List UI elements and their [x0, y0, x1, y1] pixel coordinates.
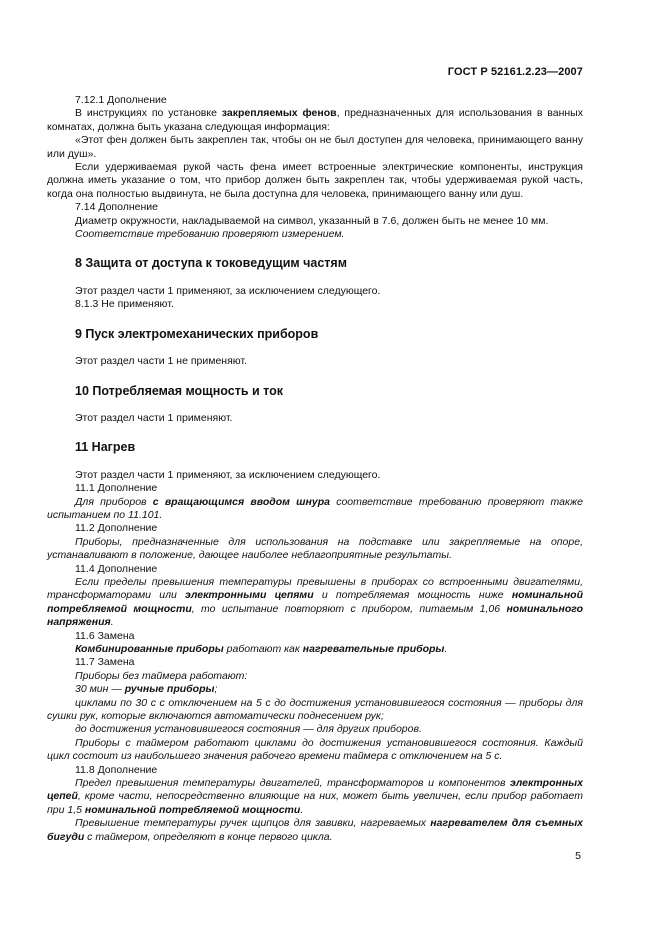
paragraph	[47, 817, 583, 844]
text-italic: .	[300, 803, 304, 816]
clause-number: 11.2 Дополнение	[75, 522, 158, 535]
text-italic: Если пределы превышения температуры превышены в приборах со встроенными двигателями, трансформаторами или	[47, 575, 583, 602]
clause-number: 8.1.3 Не применяют.	[75, 298, 174, 311]
text-italic: Приборы с таймером работают циклами до достижения установившегося состояния. Каждый цикл состоит из наибольшего значения рабочего времени таймера с отключением на 5 с.	[47, 736, 583, 763]
paragraph	[47, 215, 583, 228]
section-heading: 10 Потребляемая мощность и ток	[75, 383, 283, 398]
text-run: Этот раздел части 1 применяют, за исключением следующего.	[75, 284, 381, 297]
paragraph	[47, 469, 583, 482]
paragraph	[47, 161, 583, 201]
clause-number: 7.12.1 Дополнение	[75, 94, 167, 106]
clause-number: 7.14 Дополнение	[75, 201, 158, 214]
paragraph	[47, 355, 583, 368]
term-bold-italic: нагревателем для съемных бигуди	[47, 817, 583, 843]
text-italic: работают как	[223, 643, 303, 655]
paragraph	[47, 285, 583, 298]
text-italic: Соответствие требованию проверяют измерением.	[75, 228, 345, 241]
paragraph	[47, 134, 583, 161]
document-header: ГОСТ Р 52161.2.23—2007	[447, 66, 583, 78]
text-italic: .	[444, 643, 448, 655]
clause-number: 11.1 Дополнение	[75, 482, 158, 495]
paragraph	[47, 107, 583, 134]
text-italic: Приборы без таймера работают:	[75, 669, 248, 682]
paragraph	[47, 737, 583, 764]
term-bold-italic: электронными цепями	[185, 589, 314, 602]
document-body	[47, 94, 583, 844]
term-bold-italic: электронных цепей	[47, 777, 583, 803]
paragraph	[47, 536, 583, 563]
text-run: «Этот фен должен быть закреплен так, чтобы он не был доступен для человека, принимающего ванну или душ».	[47, 134, 583, 160]
paragraph	[47, 412, 583, 425]
text-run: , предназначенных для использования в ванных комнатах, должна быть указана следующая информация:	[47, 107, 583, 133]
paragraph	[47, 643, 583, 656]
section-heading: 8 Защита от доступа к токоведущим частям	[75, 256, 347, 271]
text-run: Если удерживаемая рукой часть фена имеет встроенные электрические компоненты, инструкция должна иметь указание о том, что прибор должен быть закреплен так, чтобы удерживаемая рукой часть, когда она полностью выдвинута, не была доступна для человека, принимающего ванну или душ.	[47, 161, 583, 200]
text-italic: циклами по 30 с с отключением на 5 с до достижения установившегося состояния — приборы для сушки рук, которые включаются автоматически поднесением рук;	[47, 696, 583, 723]
page-number: 5	[575, 850, 581, 862]
text-run: Этот раздел части 1 не применяют.	[75, 355, 247, 368]
text-italic: до достижения установившегося состояния — для других приборов.	[75, 723, 422, 736]
text-italic: , то испытание повторяют с прибором, питаемым 1,06	[191, 602, 507, 615]
term-bold-italic: номинальной потребляемой мощности	[47, 589, 583, 615]
section-heading: 11 Нагрев	[75, 440, 136, 455]
text-run: Этот раздел части 1 применяют, за исключением следующего.	[75, 468, 381, 481]
text-run: Диаметр окружности, накладываемой на символ, указанный в 7.6, должен быть не менее 10 мм.	[75, 214, 549, 227]
clause-number: 11.6 Замена	[75, 629, 135, 642]
paragraph	[47, 777, 583, 817]
clause-number: 11.7 Замена	[75, 656, 135, 669]
text-italic: ;	[214, 683, 218, 696]
clause-number: 11.4 Дополнение	[75, 562, 158, 575]
paragraph	[47, 228, 583, 241]
paragraph	[47, 496, 583, 523]
paragraph	[47, 697, 583, 724]
term-bold-italic: нагревательные приборы	[302, 643, 445, 655]
text-italic: Предел превышения температуры двигателей, трансформаторов и компонентов	[75, 777, 510, 790]
term-bold-italic: номинальной потребляемой мощности	[84, 803, 301, 816]
text-italic: , кроме части, непосредственно влияющие на них, может быть увеличен, если прибор работает при 1,5	[47, 790, 583, 816]
term-bold: закрепляемых фенов	[221, 107, 337, 120]
text-italic: с таймером, определяют в конце первого цикла.	[84, 830, 333, 843]
term-bold-italic: Комбинированные приборы	[75, 643, 224, 655]
text-italic: соответствие требованию проверяют также испытанием по 11.101.	[47, 495, 583, 521]
paragraph	[47, 683, 583, 696]
section-heading: 9 Пуск электромеханических приборов	[75, 326, 319, 341]
text-italic: Приборы, предназначенные для использования на подставке или закрепляемые на опоре, устанавливают в положение, дающее наиболее неблагоприятные результаты.	[47, 535, 583, 562]
term-bold-italic: ручные приборы	[124, 683, 215, 696]
paragraph	[47, 670, 583, 683]
paragraph	[47, 576, 583, 630]
term-bold-italic: с вращающимся вводом шнура	[152, 495, 330, 508]
text-run: Этот раздел части 1 применяют.	[75, 411, 233, 424]
text-italic: Для приборов	[75, 495, 153, 508]
text-run: В инструкциях по установке	[75, 107, 222, 120]
text-italic: и потребляемая мощность ниже	[313, 589, 512, 602]
paragraph	[47, 723, 583, 736]
clause-number: 11.8 Дополнение	[75, 763, 158, 776]
text-italic: 30 мин —	[75, 683, 125, 696]
text-italic: Превышение температуры ручек щипцов для завивки, нагреваемых	[75, 817, 431, 830]
term-bold-italic: номинального напряжения	[47, 602, 583, 629]
text-italic: .	[110, 616, 114, 629]
